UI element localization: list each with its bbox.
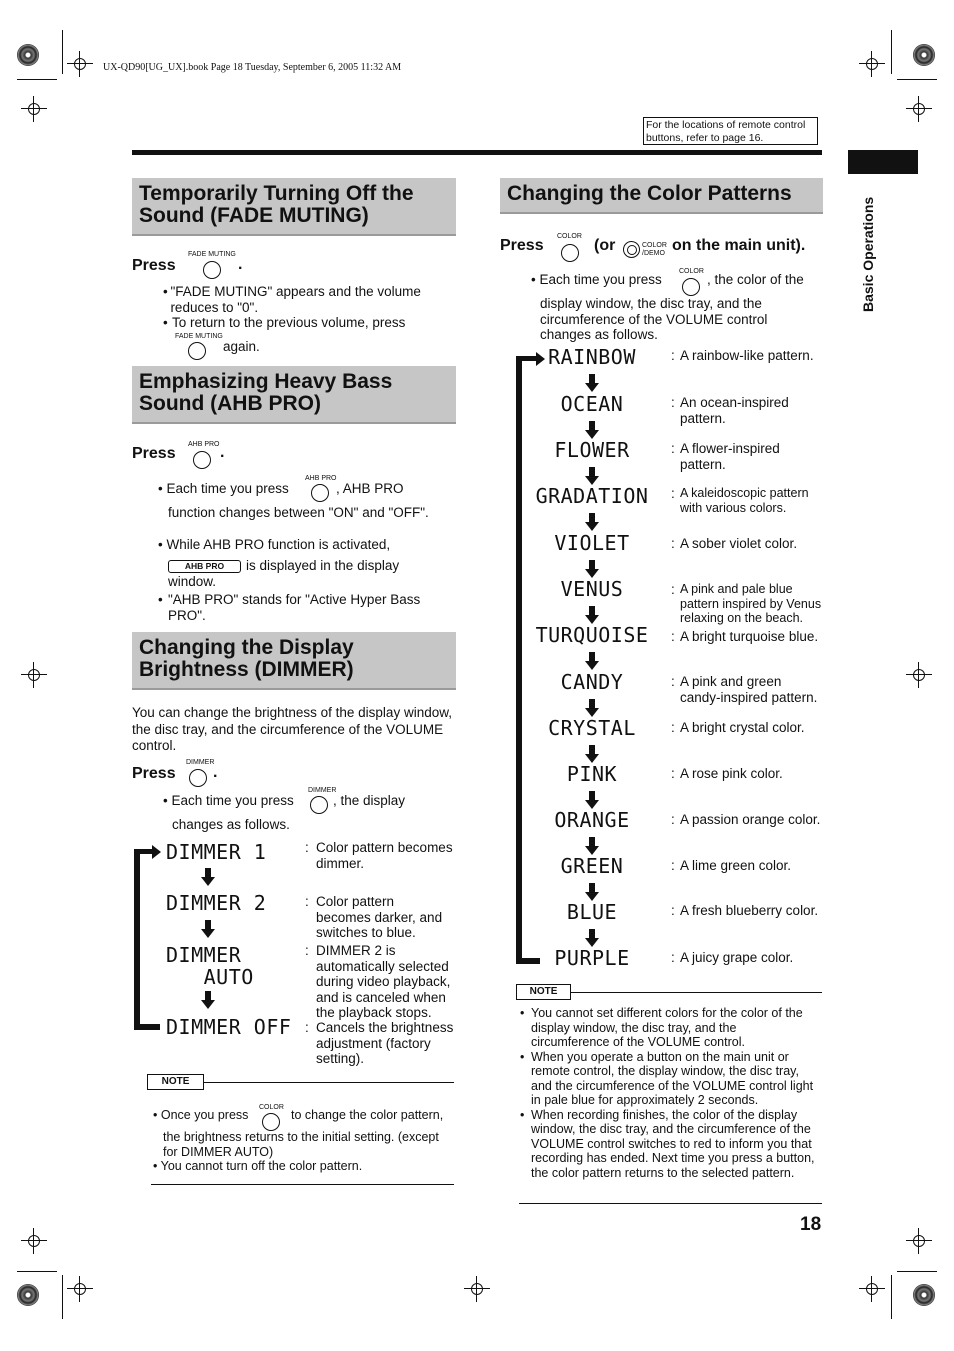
color-cycle-loop bbox=[516, 356, 522, 964]
color-button-label: COLOR bbox=[679, 268, 704, 275]
crosshair-icon bbox=[906, 96, 932, 122]
registration-disc-icon bbox=[913, 1284, 935, 1306]
color-pattern-lcd: ORANGE bbox=[554, 808, 630, 832]
down-arrow-icon bbox=[585, 560, 599, 578]
down-arrow-icon bbox=[585, 745, 599, 763]
color-pattern-lcd: PINK bbox=[566, 762, 618, 786]
down-arrow-icon bbox=[201, 991, 215, 1009]
fade-muting-button-icon bbox=[188, 342, 206, 360]
crosshair-icon bbox=[21, 96, 47, 122]
down-arrow-icon bbox=[585, 652, 599, 670]
down-arrow-icon bbox=[585, 699, 599, 717]
color-pattern-lcd: BLUE bbox=[566, 900, 618, 924]
dimmer-step-lcd: DIMMER 1 bbox=[166, 840, 267, 864]
press-label: Press bbox=[132, 765, 176, 782]
color-pattern-desc: A passion orange color. bbox=[680, 812, 821, 827]
dimmer-step-desc: DIMMER 2 is automatically selected during video playback, and is canceled when the playback stops. bbox=[316, 943, 451, 1020]
fade-bullets: • "FADE MUTING" appears and the volume reduces to "0". • To return to the previous volume, press bbox=[163, 284, 421, 330]
color-pattern-desc: A juicy grape color. bbox=[680, 950, 794, 965]
color-pattern-desc: An ocean-inspired pattern. bbox=[680, 395, 789, 426]
registration-disc-icon bbox=[17, 1284, 39, 1306]
color-button-icon bbox=[262, 1113, 280, 1131]
section-title: Emphasizing Heavy Bass Sound (AHB PRO) bbox=[139, 370, 393, 415]
press-label: Press bbox=[132, 445, 176, 462]
down-arrow-icon bbox=[585, 513, 599, 531]
crosshair-icon bbox=[21, 662, 47, 688]
dimmer-intro: You can change the brightness of the display window, the disc tray, and the circumference of the VOLUME control. bbox=[132, 705, 452, 753]
color-button-label: COLOR bbox=[557, 233, 582, 240]
down-arrow-icon bbox=[585, 883, 599, 901]
top-rule bbox=[132, 150, 822, 155]
down-arrow-icon bbox=[585, 929, 599, 947]
section-header-fade-muting bbox=[132, 178, 456, 236]
dimmer-button-label: DIMMER bbox=[308, 787, 337, 794]
down-arrow-icon bbox=[201, 920, 215, 938]
dimmer-step-desc: Cancels the brightness adjustment (factory setting). bbox=[316, 1020, 454, 1066]
press-label: Press bbox=[132, 257, 176, 274]
press-label: Press bbox=[500, 237, 544, 254]
color-pattern-desc: A fresh blueberry color. bbox=[680, 903, 819, 918]
note-label: NOTE bbox=[147, 1074, 204, 1090]
dimmer-step-lcd: DIMMER OFF bbox=[166, 1015, 292, 1039]
file-header: UX-QD90[UG_UX].book Page 18 Tuesday, September 6, 2005 11:32 AM bbox=[103, 62, 402, 73]
section-header-dimmer bbox=[132, 632, 456, 690]
color-pattern-lcd: CANDY bbox=[560, 670, 624, 694]
section-title: Temporarily Turning Off the Sound (FADE MUTING) bbox=[139, 182, 414, 227]
color-pattern-lcd: VIOLET bbox=[554, 531, 630, 555]
crosshair-icon bbox=[21, 1228, 47, 1254]
down-arrow-icon bbox=[585, 791, 599, 809]
down-arrow-icon bbox=[585, 606, 599, 624]
down-arrow-icon bbox=[585, 837, 599, 855]
color-pattern-lcd: RAINBOW bbox=[548, 345, 636, 369]
color-pattern-desc: A bright crystal color. bbox=[680, 720, 805, 735]
side-tab-marker bbox=[848, 150, 918, 174]
color-pattern-lcd: GRADATION bbox=[535, 484, 649, 508]
crosshair-icon bbox=[859, 51, 885, 77]
fade-muting-button-label: FADE MUTING bbox=[175, 333, 223, 340]
color-button-icon bbox=[682, 278, 700, 296]
color-pattern-desc: A rose pink color. bbox=[680, 766, 783, 781]
side-tab-label: Basic Operations bbox=[860, 196, 876, 312]
color-pattern-lcd: PURPLE bbox=[554, 946, 630, 970]
ahb-pro-button-icon bbox=[311, 484, 329, 502]
color-pattern-lcd: OCEAN bbox=[560, 392, 624, 416]
down-arrow-icon bbox=[585, 467, 599, 485]
color-pattern-lcd: FLOWER bbox=[554, 438, 630, 462]
color-pattern-desc: A flower-inspired pattern. bbox=[680, 441, 780, 472]
color-pattern-lcd: CRYSTAL bbox=[548, 716, 636, 740]
remote-reference-note: For the locations of remote control buttons, refer to page 16. bbox=[643, 117, 818, 145]
dimmer-step-lcd: DIMMER 2 bbox=[166, 891, 267, 915]
fade-muting-button-label: FADE MUTING bbox=[188, 251, 236, 258]
down-arrow-icon bbox=[585, 421, 599, 439]
dimmer-cycle-loop bbox=[134, 849, 140, 1030]
color-demo-label: COLOR /DEMO bbox=[642, 242, 667, 257]
color-pattern-lcd: GREEN bbox=[560, 854, 624, 878]
crosshair-icon bbox=[906, 662, 932, 688]
color-pattern-lcd: TURQUOISE bbox=[535, 623, 649, 647]
fade-muting-button-icon bbox=[203, 261, 221, 279]
down-arrow-icon bbox=[201, 868, 215, 886]
ahb-pro-button-label: AHB PRO bbox=[188, 441, 220, 448]
registration-disc-icon bbox=[17, 44, 39, 66]
ahb-pro-indicator: AHB PRO bbox=[168, 560, 241, 573]
dimmer-button-label: DIMMER bbox=[186, 759, 215, 766]
section-title: Changing the Display Brightness (DIMMER) bbox=[139, 636, 354, 681]
ahb-pro-button-icon bbox=[193, 451, 211, 469]
dimmer-step-lcd: DIMMER AUTO bbox=[166, 943, 254, 989]
crosshair-icon bbox=[859, 1276, 885, 1302]
color-button-label: COLOR bbox=[259, 1104, 284, 1111]
color-notes: • You cannot set different colors for the color of the display window, the disc tray, and the circumference of the VOLUME control. • When you operate a button on the main unit or remote control, the display window, the disc tray, and the circumference of the VOLUME control light in pale blue for approximately 2 seconds. • When recording finishes, the color of the display window, the disc tray, and the circumference of the VOLUME control switches to red to inform you that recording has ended. Next time you press a button, the color pattern returns to the selected pattern. bbox=[520, 1006, 815, 1180]
section-header-color-patterns bbox=[500, 178, 823, 214]
note-label: NOTE bbox=[516, 984, 571, 1000]
page-number: 18 bbox=[800, 1214, 822, 1235]
color-pattern-desc: A rainbow-like pattern. bbox=[680, 348, 814, 363]
dimmer-button-icon bbox=[189, 769, 207, 787]
color-button-icon bbox=[561, 244, 579, 262]
down-arrow-icon bbox=[585, 374, 599, 392]
color-pattern-desc: A bright turquoise blue. bbox=[680, 629, 819, 644]
color-pattern-desc: A kaleidoscopic pattern with various colors. bbox=[680, 486, 809, 515]
crosshair-icon bbox=[67, 1276, 93, 1302]
dimmer-button-icon bbox=[310, 796, 328, 814]
section-header-ahb-pro bbox=[132, 366, 456, 424]
color-pattern-lcd: VENUS bbox=[560, 577, 624, 601]
dimmer-step-desc: Color pattern becomes dimmer. bbox=[316, 840, 453, 871]
color-pattern-desc: A sober violet color. bbox=[680, 536, 798, 551]
color-demo-knob-icon bbox=[623, 241, 640, 258]
section-title: Changing the Color Patterns bbox=[507, 182, 792, 205]
color-pattern-desc: A lime green color. bbox=[680, 858, 792, 873]
color-pattern-desc: A pink and pale blue pattern inspired by Venus relaxing on the beach. bbox=[680, 582, 822, 625]
ahb-pro-button-label: AHB PRO bbox=[305, 475, 337, 482]
crosshair-icon bbox=[906, 1228, 932, 1254]
dimmer-step-desc: Color pattern becomes darker, and switches to blue. bbox=[316, 894, 443, 940]
registration-disc-icon bbox=[913, 44, 935, 66]
crosshair-icon bbox=[67, 51, 93, 77]
ahb-bullet-1: • Each time you press bbox=[158, 481, 289, 496]
color-pattern-desc: A pink and green candy-inspired pattern. bbox=[680, 674, 818, 705]
again-text: again. bbox=[223, 339, 260, 354]
crosshair-icon bbox=[464, 1276, 490, 1302]
